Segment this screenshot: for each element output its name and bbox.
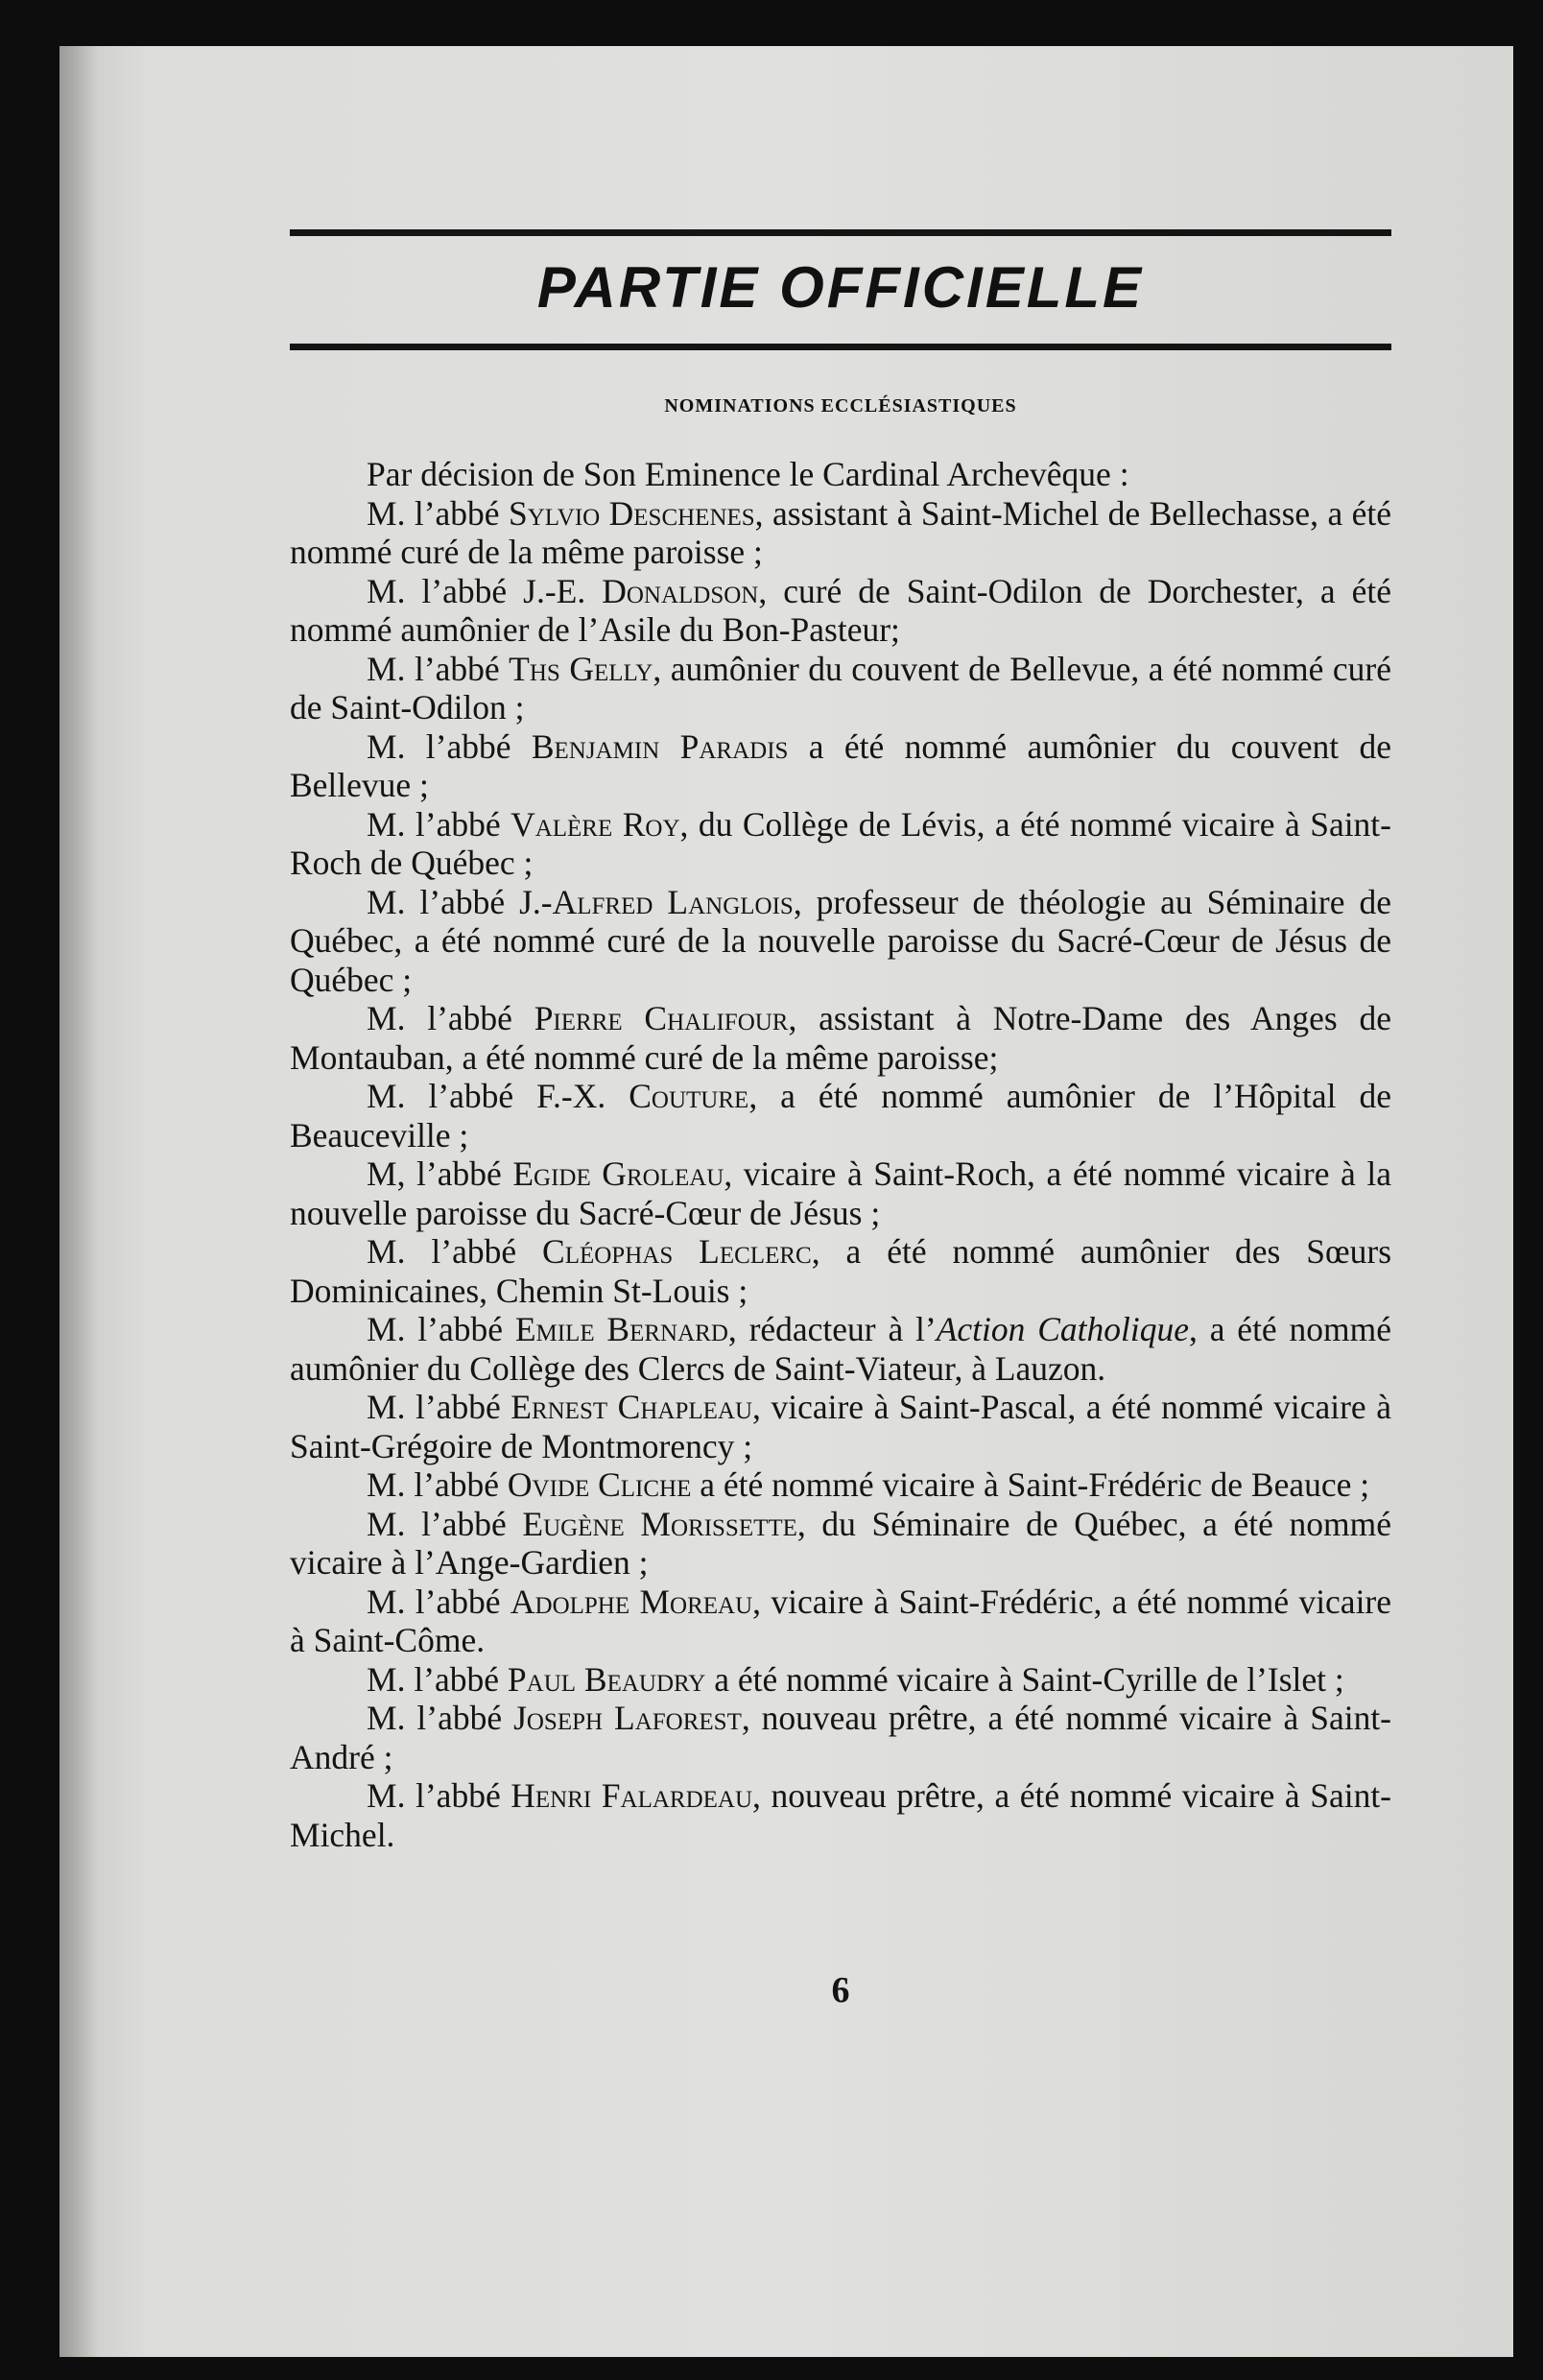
priest-name: Henri Falardeau <box>510 1776 753 1815</box>
entry-prefix: M. l’abbé <box>367 804 511 844</box>
priest-name: J.-E. Donaldson <box>523 571 759 610</box>
entry-prefix: M. l’abbé <box>367 1699 514 1737</box>
entry-prefix: M. l’abbé <box>367 1077 537 1115</box>
priest-name: F.-X. Couture <box>536 1077 749 1115</box>
entry-text: , a été nommé aumônier des Sœurs Dominicaines, Chemin St-Louis ; <box>290 1232 1392 1310</box>
entry-text: a été nommé vicaire à Saint-Frédéric de Beauce ; <box>691 1465 1370 1504</box>
entry-text: , professeur de théologie au Séminaire de Québec, a été nommé curé de la nouvelle paroisse du Sacré-Cœur de Jésus de Québec ; <box>290 882 1392 999</box>
entry-prefix: M. l’abbé <box>367 1232 543 1271</box>
priest-name: Benjamin Paradis <box>531 726 789 766</box>
priest-name: Valère Roy <box>510 804 680 844</box>
priest-name: Sylvio Deschenes <box>509 493 755 533</box>
nomination-entry <box>290 1583 1391 1660</box>
nomination-entry <box>290 999 1391 1077</box>
priest-name: Egide Groleau <box>512 1154 724 1193</box>
section-subheading: NOMINATIONS ECCLÉSIASTIQUES <box>664 395 1017 416</box>
entry-text: , nouveau prêtre, a été nommé vicaire à Saint-André ; <box>290 1699 1392 1776</box>
priest-name: Joseph Laforest <box>513 1699 742 1737</box>
entry-text: , vicaire à Saint-Pascal, a été nommé vicaire à Saint-Grégoire de Montmorency ; <box>290 1388 1392 1465</box>
entry-text: a été nommé aumônier du couvent de Bellevue ; <box>290 726 1392 804</box>
entry-prefix: M. l’abbé <box>367 649 510 688</box>
entry-prefix: M. l’abbé <box>367 999 534 1037</box>
entry-text: , assistant à Notre-Dame des Anges de Montauban, a été nommé curé de la même paroisse; <box>290 999 1392 1077</box>
entry-prefix: M. l’abbé <box>367 571 524 610</box>
entry-prefix: M. l’abbé <box>367 1388 511 1426</box>
priest-name: Ths Gelly <box>509 649 653 688</box>
page-number: 6 <box>831 1970 850 2011</box>
nominations-list <box>290 494 1391 1855</box>
entry-prefix: M. l’abbé <box>367 1659 508 1699</box>
priest-name: Ovide Cliche <box>507 1465 692 1504</box>
priest-name: J.-Alfred Langlois <box>519 882 794 921</box>
nomination-entry <box>290 1660 1391 1700</box>
entry-text: , du Collège de Lévis, a été nommé vicaire à Saint-Roch de Québec ; <box>290 804 1391 882</box>
entry-prefix: M. l’abbé <box>367 882 520 921</box>
priest-name: Emile Bernard <box>514 1310 728 1348</box>
entry-prefix: M. l’abbé <box>367 1310 515 1348</box>
section-heading: PARTIE OFFICIELLE <box>536 255 1145 320</box>
entry-text: , nouveau prêtre, a été nommé vicaire à Saint-Michel. <box>290 1776 1392 1854</box>
nomination-entry <box>290 805 1391 883</box>
nomination-entry <box>290 1232 1391 1310</box>
nomination-entry <box>290 494 1391 572</box>
entry-text: , a été nommé aumônier de l’Hôpital de Beauceville ; <box>290 1077 1392 1154</box>
entry-prefix: M. l’abbé <box>367 1582 510 1621</box>
publication-title: Action Catholique <box>936 1310 1190 1348</box>
priest-name: Eugène Morissette <box>522 1504 797 1543</box>
page-gutter-shadow <box>59 46 98 2357</box>
entry-prefix: M. l’abbé <box>367 1776 511 1815</box>
nomination-entry <box>290 1310 1391 1388</box>
nomination-entry <box>290 727 1391 805</box>
entry-text: , aumônier du couvent de Bellevue, a été nommé curé de Saint-Odilon ; <box>290 649 1391 726</box>
nomination-entry <box>290 1505 1391 1583</box>
priest-name: Paul Beaudry <box>507 1659 706 1699</box>
priest-name: Ernest Chapleau <box>510 1388 753 1426</box>
entry-text-before: , rédacteur à l’ <box>727 1310 937 1348</box>
entry-prefix: M. l’abbé <box>367 1465 508 1504</box>
entry-text: , a été nommé aumônier du Collège des Clercs de Saint-Viateur, à Lauzon. <box>290 1310 1391 1388</box>
scan-border <box>1513 46 1543 2357</box>
entry-text: , du Séminaire de Québec, a été nommé vicaire à l’Ange-Gardien ; <box>290 1504 1391 1582</box>
priest-name: Adolphe Moreau <box>510 1582 753 1621</box>
nomination-entry <box>290 883 1391 1000</box>
nomination-entry <box>290 1388 1391 1465</box>
entry-text: , vicaire à Saint-Frédéric, a été nommé vicaire à Saint-Côme. <box>290 1582 1392 1659</box>
nominations-text <box>290 455 1391 1854</box>
entry-prefix: M. l’abbé <box>367 1504 523 1543</box>
intro-paragraph: Par décision de Son Eminence le Cardinal Archevêque : <box>367 455 1129 493</box>
nomination-entry <box>290 1465 1391 1505</box>
entry-text: , curé de Saint-Odilon de Dorchester, a été nommé aumônier de l’Asile du Bon-Pasteur; <box>290 571 1391 649</box>
priest-name: Cléophas Leclerc <box>542 1232 812 1271</box>
heading-bottom-rule <box>290 344 1391 350</box>
nomination-entry <box>290 1699 1391 1776</box>
entry-text: , assistant à Saint-Michel de Bellechasse, a été nommé curé de la même paroisse ; <box>290 493 1391 571</box>
nomination-entry <box>290 650 1391 727</box>
heading-top-rule <box>290 229 1391 236</box>
nomination-entry <box>290 1154 1391 1232</box>
entry-prefix: M, l’abbé <box>367 1154 513 1193</box>
nomination-entry <box>290 572 1391 650</box>
nomination-entry <box>290 1077 1391 1154</box>
nomination-entry <box>290 1776 1391 1854</box>
entry-text: , vicaire à Saint-Roch, a été nommé vicaire à la nouvelle paroisse du Sacré-Cœur de Jésus ; <box>290 1154 1392 1232</box>
entry-prefix: M. l’abbé <box>367 493 509 533</box>
entry-prefix: M. l’abbé <box>367 726 532 766</box>
entry-text: a été nommé vicaire à Saint-Cyrille de l’Islet ; <box>705 1659 1344 1699</box>
priest-name: Pierre Chalifour <box>534 999 789 1037</box>
